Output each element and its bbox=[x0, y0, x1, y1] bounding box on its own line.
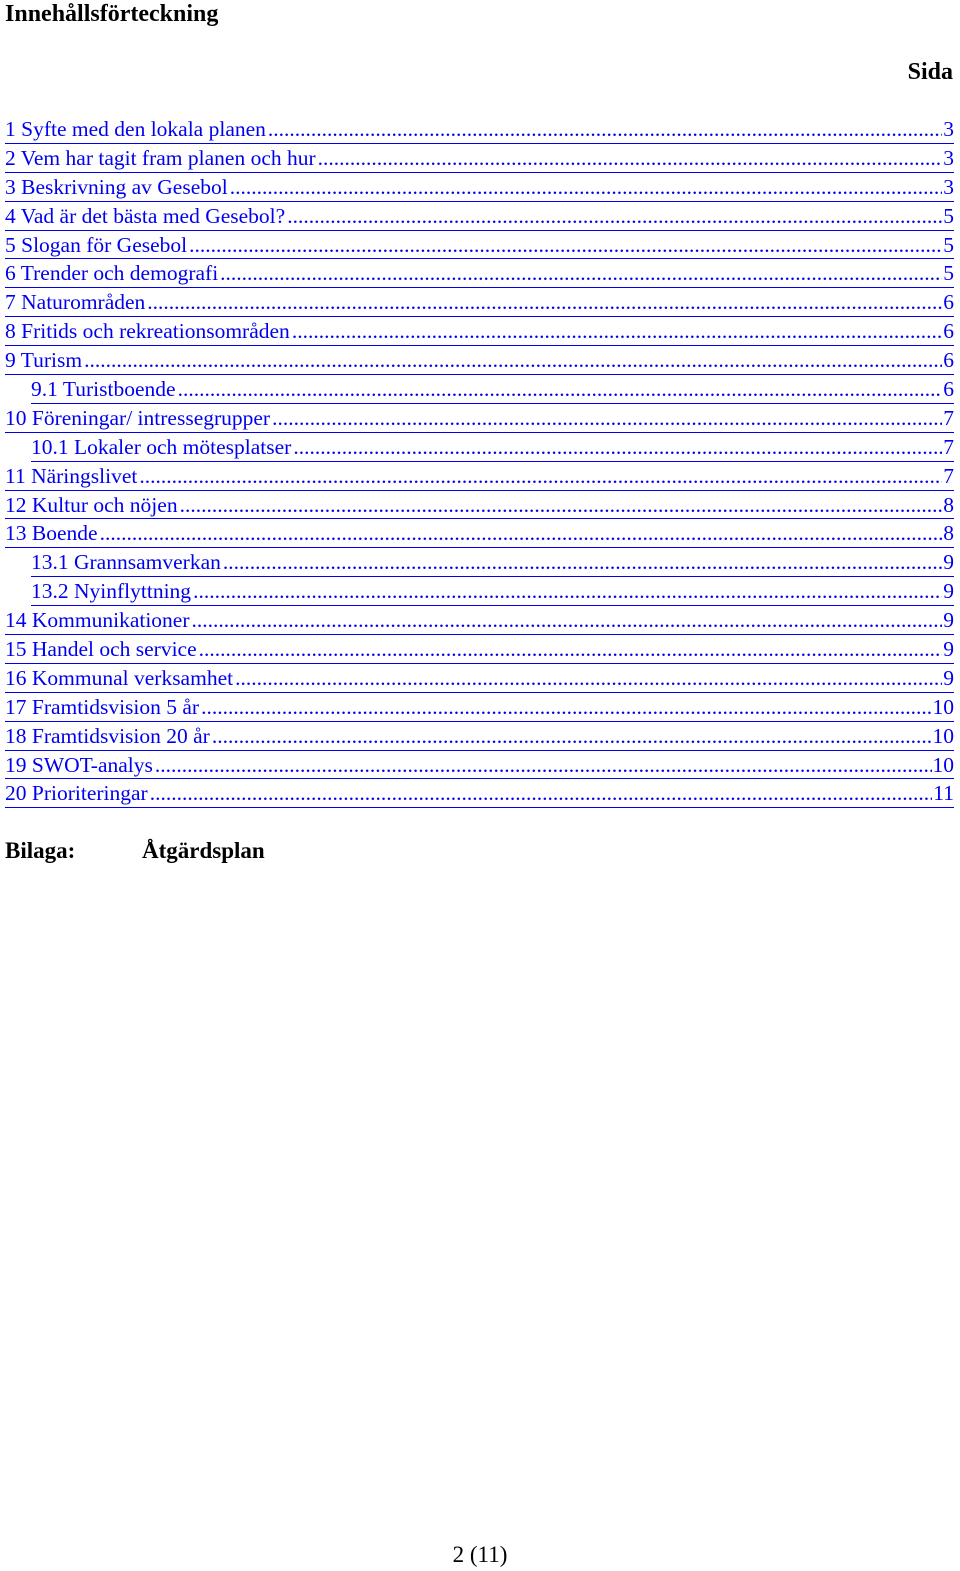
toc-dot-leader bbox=[84, 346, 942, 375]
toc-entry-title: 20 Prioriteringar bbox=[5, 781, 148, 806]
toc-entry-page: 7 bbox=[943, 434, 954, 459]
toc-entry-title: 4 Vad är det bästa med Gesebol? bbox=[5, 203, 286, 228]
toc-dot-leader bbox=[293, 433, 942, 462]
toc-dot-leader bbox=[220, 259, 942, 288]
attachment-label: Bilaga: bbox=[5, 838, 76, 863]
toc-dot-leader bbox=[223, 548, 942, 577]
toc-dot-leader bbox=[192, 606, 943, 635]
toc-dot-leader bbox=[199, 635, 943, 664]
toc-entry-title: 19 SWOT-analys bbox=[5, 752, 153, 777]
toc-item bbox=[5, 577, 954, 606]
toc-link[interactable] bbox=[5, 346, 954, 375]
toc-item bbox=[5, 548, 954, 577]
toc-item bbox=[5, 317, 954, 346]
toc-item bbox=[5, 491, 954, 520]
toc-link[interactable] bbox=[5, 231, 954, 260]
toc-entry-title: 12 Kultur och nöjen bbox=[5, 492, 178, 517]
toc-link[interactable] bbox=[31, 433, 954, 462]
toc-link[interactable] bbox=[5, 404, 954, 433]
toc-link[interactable] bbox=[31, 548, 954, 577]
toc-item bbox=[5, 288, 954, 317]
toc-link[interactable] bbox=[5, 115, 954, 144]
toc-dot-leader bbox=[268, 115, 942, 144]
toc-item bbox=[5, 404, 954, 433]
toc-item bbox=[5, 722, 954, 751]
toc-dot-leader bbox=[147, 288, 942, 317]
page-column-label: Sida bbox=[907, 59, 953, 85]
toc-item bbox=[5, 375, 954, 404]
toc-entry-title: 5 Slogan för Gesebol bbox=[5, 232, 188, 257]
toc-link[interactable] bbox=[5, 202, 954, 231]
toc-entry-page: 6 bbox=[943, 348, 954, 373]
toc-entry-page: 5 bbox=[943, 232, 954, 257]
toc-link[interactable] bbox=[5, 491, 954, 520]
toc-link[interactable] bbox=[31, 577, 954, 606]
toc-dot-leader bbox=[287, 202, 942, 231]
toc-link[interactable] bbox=[5, 259, 954, 288]
toc-entry-page: 7 bbox=[943, 405, 954, 430]
toc-entry-page: 9 bbox=[943, 550, 954, 575]
toc-entry-title: 13.2 Nyinflyttning bbox=[31, 579, 192, 604]
toc-entry-title: 8 Fritids och rekreationsområden bbox=[5, 319, 290, 344]
attachment-value: Åtgärdsplan bbox=[142, 838, 265, 863]
toc-dot-leader bbox=[318, 144, 943, 173]
toc-item bbox=[5, 173, 954, 202]
toc-dot-leader bbox=[272, 404, 942, 433]
toc-link[interactable] bbox=[5, 693, 954, 722]
toc-link[interactable] bbox=[5, 722, 954, 751]
toc-entry-page: 3 bbox=[943, 174, 954, 199]
page-number: 2 (11) bbox=[452, 1542, 508, 1567]
toc-entry-page: 8 bbox=[943, 492, 954, 517]
toc-dot-leader bbox=[155, 751, 932, 780]
toc-link[interactable] bbox=[5, 635, 954, 664]
toc-entry-page: 7 bbox=[943, 463, 954, 488]
toc-entry-title: 7 Naturområden bbox=[5, 290, 146, 315]
toc-item bbox=[5, 462, 954, 491]
toc-link[interactable] bbox=[5, 751, 954, 780]
toc-link[interactable] bbox=[5, 317, 954, 346]
toc-link[interactable] bbox=[5, 779, 954, 808]
toc-entry-title: 9.1 Turistboende bbox=[31, 377, 176, 402]
toc-entry-title: 1 Syfte med den lokala planen bbox=[5, 117, 266, 141]
toc-item bbox=[5, 606, 954, 635]
toc-entry-page: 9 bbox=[943, 637, 954, 662]
toc-item bbox=[5, 115, 954, 144]
toc-dot-leader bbox=[212, 722, 932, 751]
toc-item bbox=[5, 144, 954, 173]
toc-entry-page: 6 bbox=[943, 319, 954, 344]
toc-link[interactable] bbox=[5, 606, 954, 635]
toc-entry-page: 8 bbox=[943, 521, 954, 546]
toc-dot-leader bbox=[189, 231, 942, 260]
toc-entry-title: 17 Framtidsvision 5 år bbox=[5, 694, 200, 719]
toc-link[interactable] bbox=[5, 519, 954, 548]
toc-item bbox=[5, 635, 954, 664]
toc-item bbox=[5, 346, 954, 375]
toc-entry-title: 14 Kommunikationer bbox=[5, 608, 190, 633]
toc-item bbox=[5, 751, 954, 780]
toc-entry-title: 16 Kommunal verksamhet bbox=[5, 665, 234, 690]
toc-entry-title: 15 Handel och service bbox=[5, 637, 197, 662]
toc-dot-leader bbox=[180, 491, 943, 520]
toc-entry-title: 10 Föreningar/ intressegrupper bbox=[5, 405, 271, 430]
toc-link[interactable] bbox=[31, 375, 954, 404]
toc-dot-leader bbox=[139, 462, 942, 491]
toc-link[interactable] bbox=[5, 664, 954, 693]
toc-entry-title: 10.1 Lokaler och mötesplatser bbox=[31, 434, 292, 459]
toc-entry-title: 9 Turism bbox=[5, 348, 83, 373]
toc-entry-title: 3 Beskrivning av Gesebol bbox=[5, 174, 228, 199]
toc-entry-page: 3 bbox=[943, 117, 954, 141]
toc-link[interactable] bbox=[5, 173, 954, 202]
toc-entry-title: 11 Näringslivet bbox=[5, 463, 138, 488]
toc-item bbox=[5, 693, 954, 722]
toc-heading: Innehållsförteckning bbox=[5, 1, 219, 27]
toc-item bbox=[5, 664, 954, 693]
toc-entry-page: 6 bbox=[943, 377, 954, 402]
toc-entry-page: 9 bbox=[943, 665, 954, 690]
toc-entry-title: 2 Vem har tagit fram planen och hur bbox=[5, 145, 316, 170]
toc-item bbox=[5, 779, 954, 808]
toc-item bbox=[5, 519, 954, 548]
toc-entry-page: 10 bbox=[932, 752, 954, 777]
toc-link[interactable] bbox=[5, 144, 954, 173]
toc-entry-title: 13.1 Grannsamverkan bbox=[31, 550, 221, 575]
toc-entry-page: 9 bbox=[943, 579, 954, 604]
toc-entry-page: 11 bbox=[933, 781, 954, 806]
toc-entry-page: 10 bbox=[932, 723, 954, 748]
toc-dot-leader bbox=[292, 317, 942, 346]
toc-dot-leader bbox=[201, 693, 931, 722]
toc-entry-title: 6 Trender och demografi bbox=[5, 261, 219, 286]
toc-item bbox=[5, 259, 954, 288]
toc-entry-page: 5 bbox=[943, 203, 954, 228]
toc-link[interactable] bbox=[5, 288, 954, 317]
toc-entry-page: 5 bbox=[943, 261, 954, 286]
toc-dot-leader bbox=[178, 375, 943, 404]
toc-item bbox=[5, 433, 954, 462]
toc-entry-page: 9 bbox=[943, 608, 954, 633]
toc-entry-title: 13 Boende bbox=[5, 521, 98, 546]
toc-entry-page: 3 bbox=[943, 145, 954, 170]
toc-dot-leader bbox=[100, 519, 943, 548]
toc-dot-leader bbox=[150, 779, 933, 808]
toc-dot-leader bbox=[230, 173, 943, 202]
toc-link[interactable] bbox=[5, 462, 954, 491]
toc-item bbox=[5, 231, 954, 260]
toc-entry-page: 10 bbox=[932, 694, 954, 719]
toc-dot-leader bbox=[193, 577, 942, 606]
toc-list bbox=[5, 115, 954, 808]
attachment-line bbox=[5, 837, 265, 865]
toc-entry-title: 18 Framtidsvision 20 år bbox=[5, 723, 210, 748]
toc-item bbox=[5, 202, 954, 231]
toc-entry-page: 6 bbox=[943, 290, 954, 315]
toc-dot-leader bbox=[235, 664, 942, 693]
